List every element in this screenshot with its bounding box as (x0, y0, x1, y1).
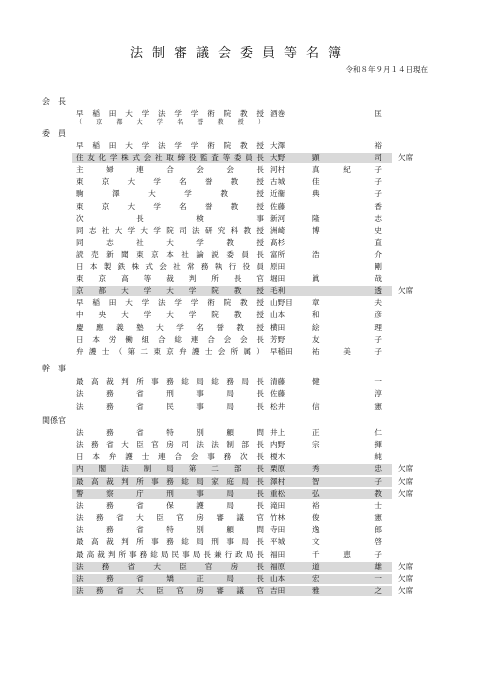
section-label-chair: 会 長 (42, 97, 66, 106)
person-last-name: 竹林 (270, 513, 286, 523)
chair-last-name: 酒巻 (270, 109, 286, 118)
list-item (72, 574, 392, 584)
person-first-name: 香 (374, 201, 382, 211)
person-first-name: 逸郎 (312, 525, 382, 535)
person-first-name: 博史 (312, 225, 382, 235)
person-first-name: 健一 (312, 377, 382, 386)
person-title: 東京大学名誉教授 (76, 201, 264, 211)
person-title: 駒澤大学教授 (76, 189, 264, 199)
person-first-name: 智子 (312, 476, 382, 486)
person-title: 京都大学大学院教授 (76, 286, 264, 296)
list-item (72, 477, 392, 487)
person-title: 法務省民事局長 (76, 401, 264, 411)
person-last-name: 福原 (270, 561, 286, 571)
person-first-name: 千恵子 (312, 549, 382, 559)
section-label-members: 委 員 (42, 129, 66, 138)
person-first-name: 文啓 (312, 537, 382, 547)
person-last-name: 山野目 (270, 298, 293, 308)
list-item (72, 323, 392, 333)
list-item (72, 428, 392, 438)
person-first-name: 裕 (374, 141, 382, 150)
list-item (72, 141, 392, 151)
person-last-name: 榎木 (270, 452, 286, 462)
list-item (72, 286, 392, 296)
person-first-name: 章夫 (312, 298, 382, 308)
person-last-name: 寺田 (270, 525, 286, 535)
person-first-name: 純 (374, 452, 382, 462)
person-last-name: 山本 (270, 310, 286, 320)
person-title: 次長検事 (76, 213, 264, 223)
person-title: 東京大学名誉教授 (76, 177, 264, 187)
section-label-secretaries: 幹 事 (42, 364, 66, 373)
person-first-name: 浩介 (312, 249, 382, 259)
list-item (72, 165, 392, 175)
person-first-name: 剛 (374, 262, 382, 271)
person-title: 法務省特別顧問 (76, 525, 264, 535)
list-item (72, 586, 392, 596)
list-item (72, 489, 392, 499)
list-item (72, 214, 392, 224)
list-item (72, 452, 392, 462)
list-item (72, 440, 392, 450)
person-first-name: 隆志 (312, 213, 382, 223)
person-title: 最高裁判所事務総局刑事局長 (76, 537, 264, 547)
list-item (72, 177, 392, 187)
person-title: 住友化学株式会社取締役監査等委員長 (76, 153, 264, 163)
chair-first-name: 匡 (374, 109, 382, 118)
person-first-name: 真紀子 (312, 165, 382, 175)
person-title: 法務省特別顧問 (76, 428, 264, 437)
chair-title: 早稲田大学法学学術院教授 (76, 109, 264, 118)
person-title: 法務省大臣官房司法法制部長 (76, 440, 264, 450)
as-of-date: 令和８年９月１４日現在 (345, 65, 428, 74)
list-item (72, 250, 392, 260)
person-last-name: 原田 (270, 262, 286, 271)
person-last-name: 福田 (270, 549, 286, 559)
list-item (72, 501, 392, 511)
person-first-name: 和彦 (312, 310, 382, 320)
person-first-name: 絵理 (312, 322, 382, 332)
person-title: 警察庁刑事局長 (76, 488, 264, 498)
list-item (72, 389, 392, 399)
person-last-name: 髙杉 (270, 237, 286, 247)
person-last-name: 澤村 (270, 476, 286, 486)
person-last-name: 吉田 (270, 585, 286, 595)
person-last-name: 河村 (270, 165, 286, 175)
person-first-name: 透 (374, 286, 382, 296)
absent-mark: 欠席 (398, 561, 414, 571)
person-last-name: 芳野 (270, 334, 286, 344)
person-title: 法務省大臣官房長 (76, 561, 264, 571)
person-last-name: 平城 (270, 537, 286, 547)
person-title: 最高裁判所事務総局総務局長 (76, 377, 264, 386)
list-item (72, 238, 392, 248)
person-title: 内閣法制局第二部長 (76, 464, 264, 474)
person-last-name: 横田 (270, 322, 286, 332)
person-title: 法務省大臣官房審議官 (76, 585, 264, 595)
person-first-name: 淳 (374, 389, 382, 399)
list-item (72, 402, 392, 412)
list-item (72, 377, 392, 387)
list-item (72, 550, 392, 560)
list-item (72, 347, 392, 357)
person-last-name: 早稲田 (270, 346, 293, 356)
person-title: 同志社大学教授 (76, 237, 264, 247)
person-title: 早稲田大学法学学術院教授 (76, 141, 264, 150)
person-last-name: 松井 (270, 401, 286, 411)
list-item (72, 537, 392, 547)
person-first-name: 宏一 (312, 573, 382, 583)
absent-mark: 欠席 (398, 488, 414, 498)
person-first-name: 道雄 (312, 561, 382, 571)
person-title: 法務省大臣官房審議官 (76, 513, 264, 523)
person-last-name: 古城 (270, 177, 286, 187)
absent-mark: 欠席 (398, 286, 414, 296)
person-first-name: 顕司 (312, 153, 382, 163)
list-item (72, 513, 392, 523)
person-title: 法務省刑事局長 (76, 389, 264, 399)
list-item (72, 562, 392, 572)
person-last-name: 重松 (270, 488, 286, 498)
person-last-name: 佐藤 (270, 389, 286, 399)
person-last-name: 内野 (270, 440, 286, 450)
list-item (72, 464, 392, 474)
person-title: 日本弁護士連合会事務次長 (76, 452, 264, 462)
person-last-name: 滝田 (270, 500, 286, 510)
person-last-name: 毛利 (270, 286, 286, 296)
person-title: 中央大学大学院教授 (76, 310, 264, 320)
person-first-name: 信憲 (312, 401, 382, 411)
person-title: 早稲田大学法学学術院教授 (76, 298, 264, 308)
person-first-name: 直 (374, 237, 382, 247)
list-item (72, 226, 392, 236)
person-first-name: 眞哉 (312, 274, 382, 284)
chair-subtitle: （京都大学名誉教授） (76, 119, 264, 126)
person-last-name: 栗原 (270, 464, 286, 474)
person-first-name: 俊憲 (312, 513, 382, 523)
person-first-name: 弘教 (312, 488, 382, 498)
person-last-name: 堀田 (270, 274, 286, 284)
absent-mark: 欠席 (398, 153, 414, 163)
person-last-name: 清藤 (270, 377, 286, 386)
list-item (72, 189, 392, 199)
person-title: 主婦連合会会長 (76, 165, 264, 175)
person-first-name: 正仁 (312, 428, 382, 437)
absent-mark: 欠席 (398, 464, 414, 474)
person-first-name: 友子 (312, 334, 382, 344)
list-item (72, 310, 392, 320)
person-last-name: 山本 (270, 573, 286, 583)
list-item (72, 298, 392, 308)
person-first-name: 裕士 (312, 500, 382, 510)
person-title: 法務省保護局長 (76, 500, 264, 510)
person-title: 慶應義塾大学名誉教授 (76, 322, 264, 332)
person-last-name: 新河 (270, 213, 286, 223)
person-first-name: 秀忠 (312, 464, 382, 474)
person-first-name: 宗揮 (312, 440, 382, 450)
person-title: 東京高等裁判所長官 (76, 274, 264, 284)
person-title: 最高裁判所事務総局家庭局長 (76, 476, 264, 486)
list-item (72, 262, 392, 272)
chair-row (72, 109, 392, 119)
person-last-name: 近衞 (270, 189, 286, 199)
person-last-name: 富所 (270, 249, 286, 259)
absent-mark: 欠席 (398, 573, 414, 583)
list-item (72, 202, 392, 212)
person-title: 法務省矯正局長 (76, 573, 264, 583)
list-item (72, 153, 392, 163)
person-last-name: 大澤 (270, 141, 286, 150)
person-last-name: 佐藤 (270, 201, 286, 211)
person-first-name: 祐美子 (312, 346, 382, 356)
document-title: 法制審議会委員等名簿 (129, 46, 350, 61)
person-last-name: 洲崎 (270, 225, 286, 235)
person-title: 弁護士（第二東京弁護士会所属） (76, 346, 264, 356)
person-title: 読売新聞東京本社論説委員長 (76, 249, 264, 259)
absent-mark: 欠席 (398, 476, 414, 486)
person-title: 最高裁判所事務総局民事局長兼行政局長 (76, 549, 264, 559)
absent-mark: 欠席 (398, 585, 414, 595)
list-item (72, 335, 392, 345)
person-first-name: 典子 (312, 189, 382, 199)
list-item (72, 525, 392, 535)
person-last-name: 井上 (270, 428, 286, 437)
person-title: 日本製鉄株式会社常務執行役員 (76, 262, 264, 271)
person-last-name: 大野 (270, 153, 286, 163)
person-first-name: 雅之 (312, 585, 382, 595)
list-item (72, 274, 392, 284)
section-label-officials: 関係官 (42, 416, 66, 425)
person-title: 日本労働組合総連合会会長 (76, 334, 264, 344)
person-title: 同志社大学大学院司法研究科教授 (76, 225, 264, 235)
person-first-name: 佳子 (312, 177, 382, 187)
